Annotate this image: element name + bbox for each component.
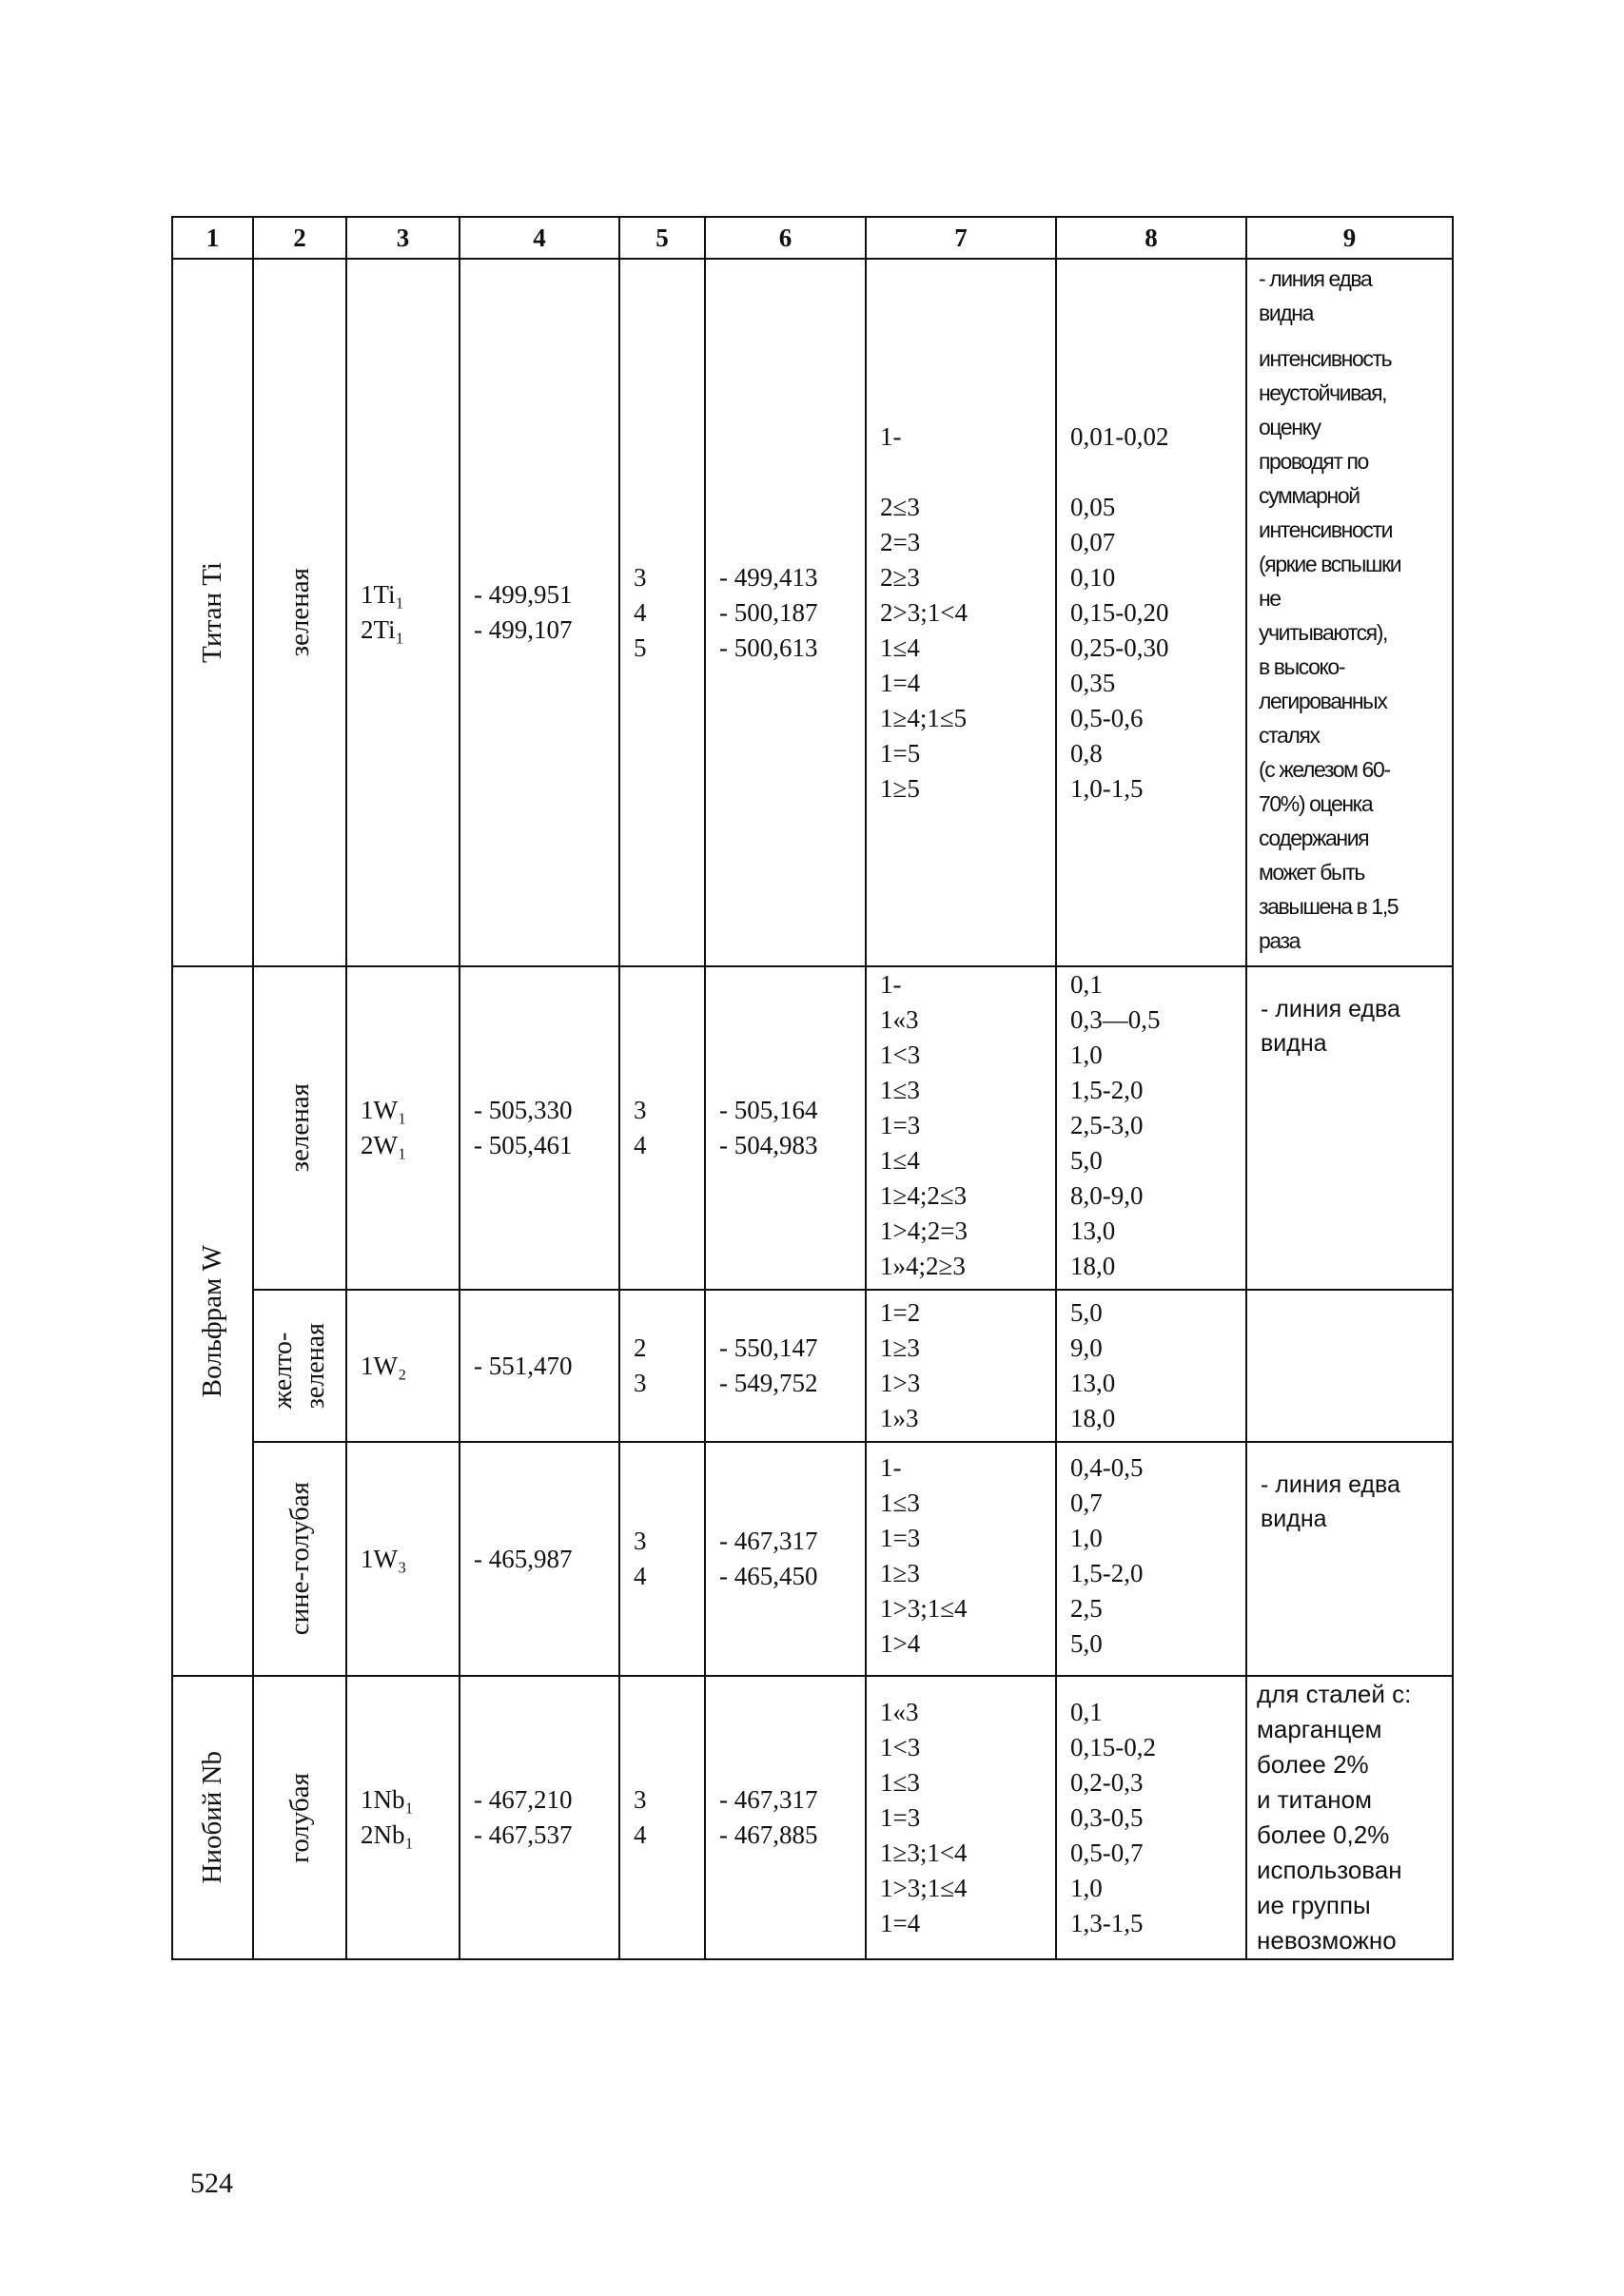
compare-lines: - 467,317 - 465,450 xyxy=(719,1527,818,1590)
wavelengths: - 551,470 xyxy=(474,1351,573,1380)
element-name: Вольфрам W xyxy=(197,1244,227,1398)
intensity-ratios: 1- 1«3 1<3 1≤3 1=3 1≤4 1≥4;2≤3 1>4;2=3 1»4;2≥3 xyxy=(880,970,968,1280)
order-cell xyxy=(619,966,705,1290)
color-cell xyxy=(253,259,346,966)
color-cell xyxy=(253,1676,346,1959)
header-row xyxy=(172,217,1453,259)
color-cell xyxy=(253,1290,346,1442)
line-color: зеленая xyxy=(284,1083,315,1173)
element-cell-titanium xyxy=(172,259,253,966)
intensity-ratios: 1- 2≤3 2=3 2≥3 2>3;1<4 1≤4 1=4 1≥4;1≤5 1=5 1≥5 xyxy=(880,421,968,803)
content-values: 5,0 9,0 13,0 18,0 xyxy=(1070,1298,1116,1432)
line-color: сине-голубая xyxy=(284,1482,315,1636)
element-name: Ниобий Nb xyxy=(197,1751,227,1884)
compare-cell xyxy=(705,1676,866,1959)
spectral-lines-table xyxy=(171,216,1454,1960)
wavelengths: - 505,330 - 505,461 xyxy=(474,1096,573,1159)
content-values: 0,4-0,5 0,7 1,0 1,5-2,0 2,5 5,0 xyxy=(1070,1453,1144,1658)
table-row-tungsten-2 xyxy=(172,1290,1453,1442)
wavelengths: - 467,210 - 467,537 xyxy=(474,1785,573,1849)
order-cell xyxy=(619,1442,705,1676)
page-number: 524 xyxy=(190,2168,233,2199)
color-cell xyxy=(253,1442,346,1676)
line-names: 1Nb₁ 2Nb₁ xyxy=(361,1785,414,1849)
line-names: 1W₁ 2W₁ xyxy=(361,1096,407,1159)
ratio-cell xyxy=(866,1676,1056,1959)
orders: 3 4 5 xyxy=(634,562,647,662)
wavelength-cell xyxy=(460,966,619,1290)
intensity-ratios: 1- 1≤3 1=3 1≥3 1>3;1≤4 1>4 xyxy=(880,1453,968,1658)
orders: 3 4 xyxy=(634,1527,647,1590)
order-cell xyxy=(619,259,705,966)
line-color: голубая xyxy=(284,1772,315,1863)
compare-lines: - 499,413 - 500,187 - 500,613 xyxy=(719,562,818,662)
compare-cell xyxy=(705,1290,866,1442)
color-cell xyxy=(253,966,346,1290)
note-cell xyxy=(1246,1676,1453,1959)
order-cell xyxy=(619,1676,705,1959)
header-col-4: 4 xyxy=(460,217,619,259)
content-cell xyxy=(1056,259,1246,966)
element-cell-niobium xyxy=(172,1676,253,1959)
lines-cell xyxy=(346,259,460,966)
wavelengths: - 465,987 xyxy=(474,1544,573,1573)
note-cell xyxy=(1246,1290,1453,1442)
wavelength-cell xyxy=(460,1290,619,1442)
lines-cell xyxy=(346,966,460,1290)
header-col-3: 3 xyxy=(346,217,460,259)
wavelength-cell xyxy=(460,1442,619,1676)
line-color: желто- зеленая xyxy=(268,1322,330,1410)
table-row-tungsten-3 xyxy=(172,1442,1453,1676)
note: для сталей с: марганцем более 2% и титаном более 0,2% использован ие группы невозможно xyxy=(1257,1680,1412,1955)
table-row-niobium xyxy=(172,1676,1453,1959)
element-cell-tungsten xyxy=(172,966,253,1676)
wavelength-cell xyxy=(460,259,619,966)
header-col-2: 2 xyxy=(253,217,346,259)
compare-lines: - 550,147 - 549,752 xyxy=(719,1333,818,1397)
intensity-ratios: 1«3 1<3 1≤3 1=3 1≥3;1<4 1>3;1≤4 1=4 xyxy=(880,1697,968,1937)
content-cell xyxy=(1056,1676,1246,1959)
content-cell xyxy=(1056,966,1246,1290)
orders: 3 4 xyxy=(634,1096,647,1159)
table-row-titanium xyxy=(172,259,1453,966)
intensity-ratios: 1=2 1≥3 1>3 1»3 xyxy=(880,1298,921,1432)
wavelength-cell xyxy=(460,1676,619,1959)
line-names: 1W₂ xyxy=(361,1351,407,1380)
note: - линия едва видна xyxy=(1261,1471,1400,1532)
order-cell xyxy=(619,1290,705,1442)
content-values: 0,01-0,02 0,05 0,07 0,10 0,15-0,20 0,25-0,30 0,35 0,5-0,6 0,8 1,0-1,5 xyxy=(1070,421,1169,803)
ratio-cell xyxy=(866,1290,1056,1442)
header-col-7: 7 xyxy=(866,217,1056,259)
note-cell xyxy=(1246,966,1453,1290)
lines-cell xyxy=(346,1290,460,1442)
orders: 2 3 xyxy=(634,1333,647,1397)
line-color: зеленая xyxy=(284,568,315,657)
compare-lines: - 505,164 - 504,983 xyxy=(719,1096,818,1159)
content-values: 0,1 0,3—0,5 1,0 1,5-2,0 2,5-3,0 5,0 8,0-9,0 13,0 18,0 xyxy=(1070,970,1161,1280)
note-main: интенсивность неустойчивая, оценку проводят по суммарной интенсивности (яркие вспышки не учитываются), в высоко- легированных сталях (с железом 60- 70%) оценка содержания может быть завышена в 1,5 раза xyxy=(1259,346,1401,953)
content-cell xyxy=(1056,1442,1246,1676)
header-col-6: 6 xyxy=(705,217,866,259)
compare-cell xyxy=(705,1442,866,1676)
header-col-8: 8 xyxy=(1056,217,1246,259)
header-col-9: 9 xyxy=(1246,217,1453,259)
ratio-cell xyxy=(866,1442,1056,1676)
line-names: 1W₃ xyxy=(361,1544,407,1573)
ratio-cell xyxy=(866,966,1056,1290)
lines-cell xyxy=(346,1442,460,1676)
note: - линия едва видна xyxy=(1261,996,1400,1057)
compare-lines: - 467,317 - 467,885 xyxy=(719,1785,818,1849)
note-top: - линия едва видна xyxy=(1259,266,1372,325)
wavelengths: - 499,951 - 499,107 xyxy=(474,580,573,644)
element-name: Титан Ti xyxy=(197,562,227,663)
header-col-1: 1 xyxy=(172,217,253,259)
lines-cell xyxy=(346,1676,460,1959)
content-values: 0,1 0,15-0,2 0,2-0,3 0,3-0,5 0,5-0,7 1,0 1,3-1,5 xyxy=(1070,1697,1156,1937)
ratio-cell xyxy=(866,259,1056,966)
note-cell xyxy=(1246,1442,1453,1676)
compare-cell xyxy=(705,966,866,1290)
content-cell xyxy=(1056,1290,1246,1442)
table-row-tungsten-1 xyxy=(172,966,1453,1290)
line-names: 1Ti₁ 2Ti₁ xyxy=(361,580,404,644)
note-cell xyxy=(1246,259,1453,966)
header-col-5: 5 xyxy=(619,217,705,259)
compare-cell xyxy=(705,259,866,966)
orders: 3 4 xyxy=(634,1785,647,1849)
